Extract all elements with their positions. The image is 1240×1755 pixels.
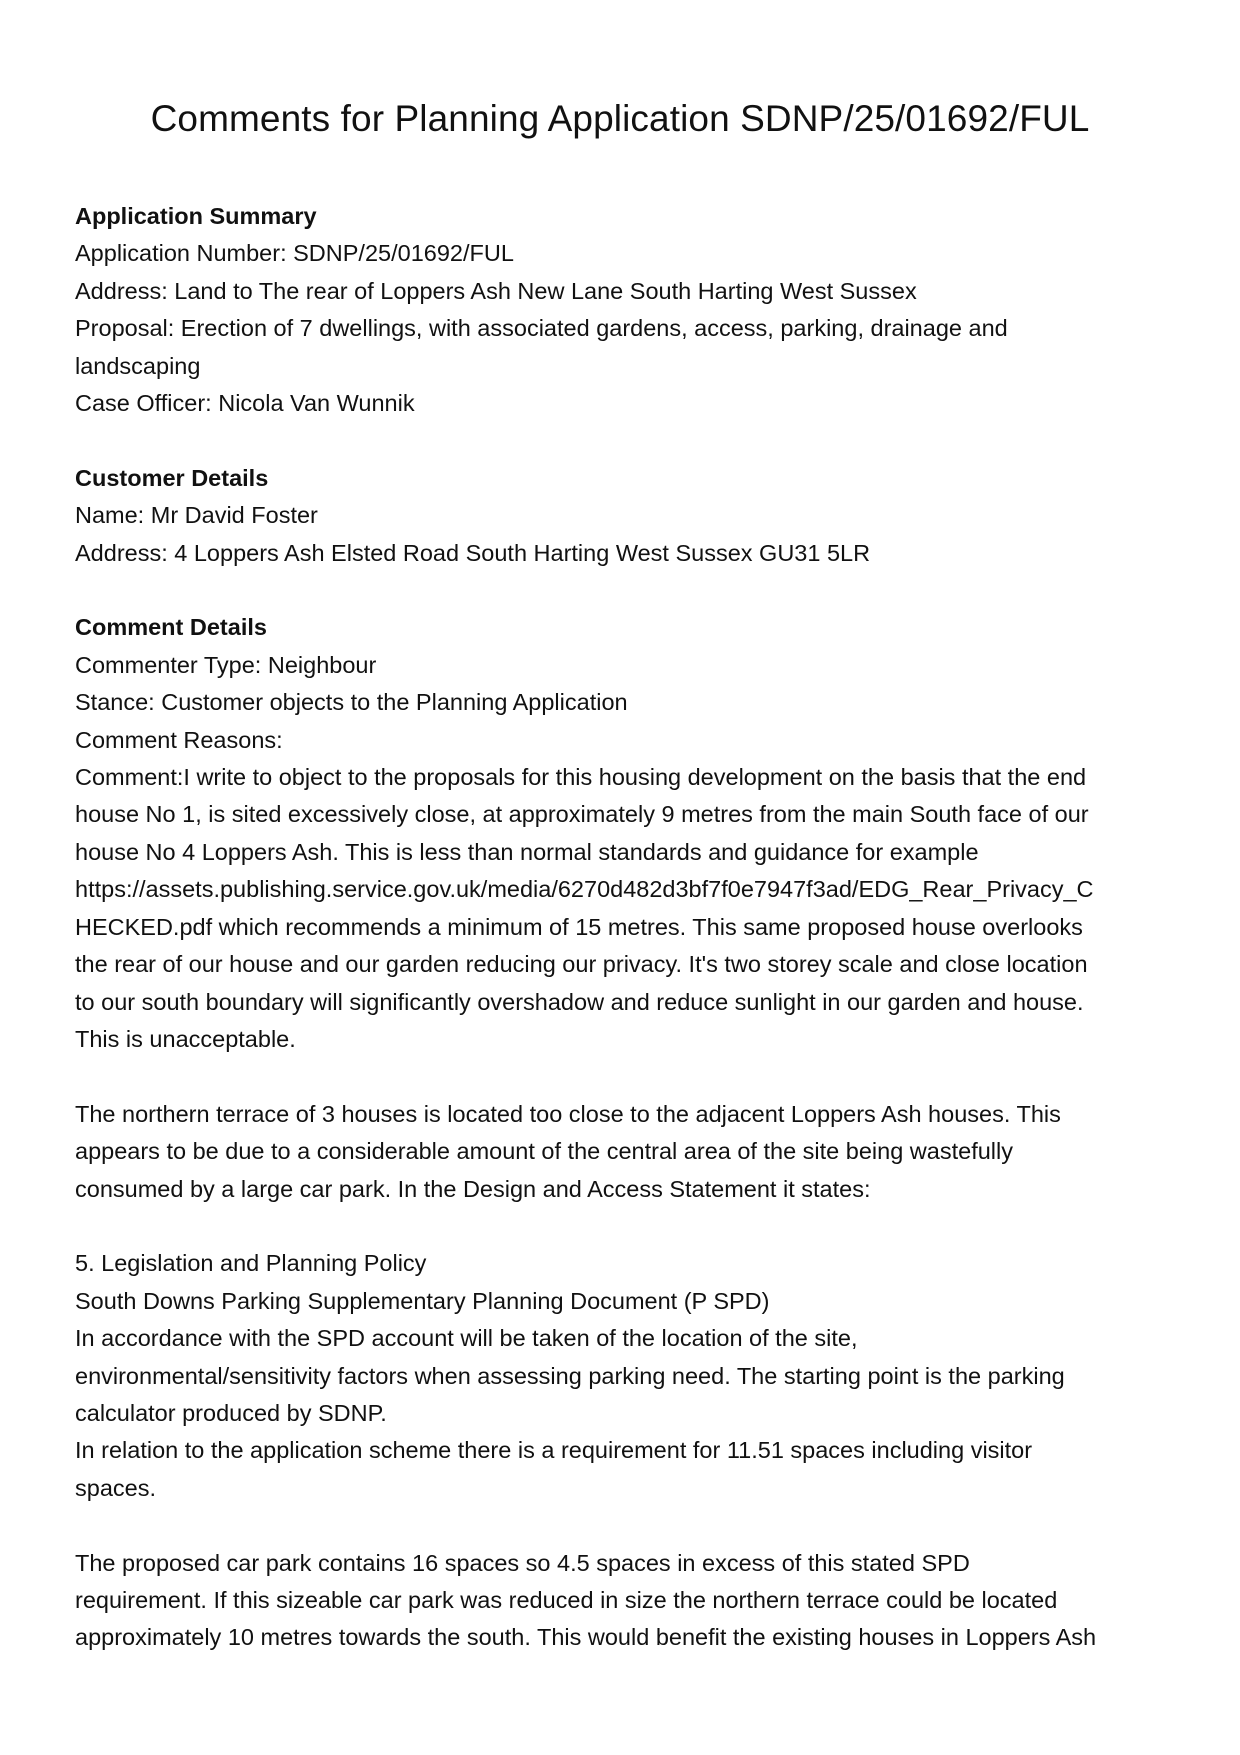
comment-line: to our south boundary will significantly overshadow and reduce sunlight in our garden and house. <box>75 988 1084 1015</box>
comment-line: requirement. If this sizeable car park was reduced in size the northern terrace could be located <box>75 1586 1058 1613</box>
application-summary-section <box>75 198 1175 422</box>
stance: Stance: Customer objects to the Planning Application <box>75 689 628 716</box>
comment-line: appears to be due to a considerable amount of the central area of the site being wastefully <box>75 1138 1013 1165</box>
comment-paragraph <box>75 1245 1175 1507</box>
comment-line: consumed by a large car park. In the Design and Access Statement it states: <box>75 1175 871 1202</box>
comment-details-heading: Comment Details <box>75 614 267 641</box>
comment-line: approximately 10 metres towards the south. This would benefit the existing houses in Loppers Ash <box>75 1624 1097 1651</box>
spacer <box>75 572 1175 609</box>
comment-line: spaces. <box>75 1474 156 1501</box>
comment-line: house No 1, is sited excessively close, at approximately 9 metres from the main South face of our <box>75 801 1089 828</box>
comment-line: In accordance with the SPD account will be taken of the location of the site, <box>75 1325 858 1352</box>
comment-line: environmental/sensitivity factors when assessing parking need. The starting point is the parking <box>75 1362 1065 1389</box>
comment-details-section <box>75 609 1175 1656</box>
customer-details-heading: Customer Details <box>75 464 269 491</box>
comment-line: house No 4 Loppers Ash. This is less than normal standards and guidance for example <box>75 838 979 865</box>
application-address: Address: Land to The rear of Loppers Ash New Lane South Harting West Sussex <box>75 277 917 304</box>
comment-line: calculator produced by SDNP. <box>75 1399 387 1426</box>
comment-paragraph <box>75 1096 1175 1208</box>
comment-line: The proposed car park contains 16 spaces so 4.5 spaces in excess of this stated SPD <box>75 1549 970 1576</box>
customer-details-section <box>75 460 1175 572</box>
spacer <box>75 1058 1175 1095</box>
customer-address: Address: 4 Loppers Ash Elsted Road South Harting West Sussex GU31 5LR <box>75 539 871 566</box>
application-number: Application Number: SDNP/25/01692/FUL <box>75 240 514 267</box>
comment-line: Comment:I write to object to the proposals for this housing development on the basis that the end <box>75 764 1087 791</box>
proposal-line: Proposal: Erection of 7 dwellings, with associated gardens, access, parking, drainage and <box>75 315 1008 342</box>
proposal-line: landscaping <box>75 352 201 379</box>
case-officer: Case Officer: Nicola Van Wunnik <box>75 390 415 417</box>
spacer <box>75 422 1175 459</box>
document-body <box>75 198 1175 1657</box>
application-summary-heading: Application Summary <box>75 203 317 229</box>
comment-line: South Downs Parking Supplementary Planning Document (P SPD) <box>75 1287 770 1314</box>
comment-line: The northern terrace of 3 houses is located too close to the adjacent Loppers Ash houses. This <box>75 1100 1061 1127</box>
comment-reasons: Comment Reasons: <box>75 726 283 753</box>
customer-name: Name: Mr David Foster <box>75 502 318 529</box>
comment-line: HECKED.pdf which recommends a minimum of 15 metres. This same proposed house overlooks <box>75 913 1083 940</box>
page-title: Comments for Planning Application SDNP/25/01692/FUL <box>150 98 1090 139</box>
spacer <box>75 1208 1175 1245</box>
spacer <box>75 1507 1175 1544</box>
comment-paragraph <box>75 1545 1175 1657</box>
commenter-type: Commenter Type: Neighbour <box>75 651 377 678</box>
comment-line: the rear of our house and our garden reducing our privacy. It's two storey scale and close location <box>75 951 1088 978</box>
comment-line: This is unacceptable. <box>75 1025 296 1052</box>
comment-line: https://assets.publishing.service.gov.uk/media/6270d482d3bf7f0e7947f3ad/EDG_Rear_Privacy_C <box>75 876 1094 903</box>
comment-line: 5. Legislation and Planning Policy <box>75 1250 427 1277</box>
comment-paragraph <box>75 759 1175 1058</box>
comment-line: In relation to the application scheme there is a requirement for 11.51 spaces including visitor <box>75 1437 1033 1464</box>
